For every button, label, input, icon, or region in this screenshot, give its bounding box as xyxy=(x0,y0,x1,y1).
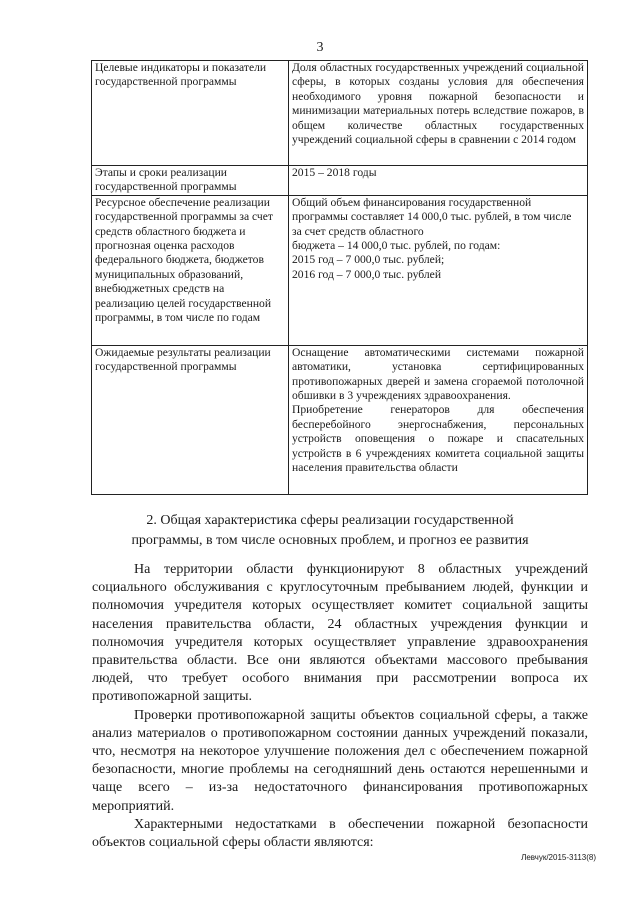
section-heading xyxy=(60,511,600,551)
table-row xyxy=(92,195,588,345)
row-value xyxy=(289,345,588,494)
program-passport-table xyxy=(91,60,588,495)
row-value: Доля областных государственных учреждений социальной сферы, в которых созданы условия для обеспечения необходимого уровня пожарной безопасности и минимизации материальных потерь вследствие пожаров, в общем количестве областных государственных учреждений социальной сферы в сравнении с 2014 годом xyxy=(289,61,588,166)
table-row xyxy=(92,61,588,166)
value-line: бюджета – 14 000,0 тыс. рублей, по годам: xyxy=(292,239,501,253)
table-row xyxy=(92,345,588,494)
value-line: Общий объем финансирования государственной программы составляет 14 000,0 тыс. рублей, в том числе за счет средств областного xyxy=(292,195,572,238)
paragraph: Характерными недостатками в обеспечении пожарной безопасности объектов социальной сферы области являются: xyxy=(92,816,588,851)
page-number: 3 xyxy=(316,40,324,55)
body-text xyxy=(92,561,588,852)
paragraph: На территории области функционируют 8 областных учреждений социального обслуживания с круглосуточным пребыванием людей, функции и полномочия учредителя которых осуществляет комитет социальной защиты населения правительства области, 24 областных учреждения функции и полномочия учредителя которых осуществляет управление здравоохранения правительства области. Все они являются объектами массового пребывания людей, что требует особого внимания при рассмотрении вопроса их противопожарной защиты. xyxy=(92,562,588,705)
row-label: Целевые индикаторы и показатели государственной программы xyxy=(92,61,289,166)
row-label: Этапы и сроки реализации государственной программы xyxy=(92,166,289,196)
row-value: 2015 – 2018 годы xyxy=(289,166,588,196)
value-line: 2016 год – 7 000,0 тыс. рублей xyxy=(292,267,442,281)
row-label: Ресурсное обеспечение реализации государственной программы за счет средств областного бюджета и прогнозная оценка расходов федерального бюджета, бюджетов муниципальных образований, внебюджетных средств на реализацию целей государственной программы, в том числе по годам xyxy=(92,195,289,345)
document-footer: Левчук/2015-3113(8) xyxy=(521,853,596,862)
value-paragraph: Приобретение генераторов для обеспечения бесперебойного энергоснабжения, персональных устройств оповещения о пожаре и спасательных устройств в 6 учреждениях комитета социальной защиты населения правительства области xyxy=(292,403,584,475)
row-label: Ожидаемые результаты реализации государственной программы xyxy=(92,345,289,494)
row-value xyxy=(289,195,588,345)
paragraph: Проверки противопожарной защиты объектов социальной сферы, а также анализ материалов о противопожарном состоянии данных учреждений показали, что, несмотря на некоторое улучшение положения дел с обеспечением пожарной безопасности, многие проблемы на сегодняшний день остаются нерешенными и чаще всего – из-за недостаточного финансирования противопожарных мероприятий. xyxy=(92,707,588,814)
value-line: 2015 год – 7 000,0 тыс. рублей; xyxy=(292,253,445,267)
section-heading-line: 2. Общая характеристика сферы реализации государственной xyxy=(146,513,514,528)
table-row xyxy=(92,166,588,196)
value-paragraph: Оснащение автоматическими системами пожарной автоматики, установка сертифицированных противопожарных дверей и замена сгораемой потолочной обшивки в 3 учреждениях здравоохранения. xyxy=(292,345,584,403)
section-heading-line: программы, в том числе основных проблем, и прогноз ее развития xyxy=(131,533,529,548)
